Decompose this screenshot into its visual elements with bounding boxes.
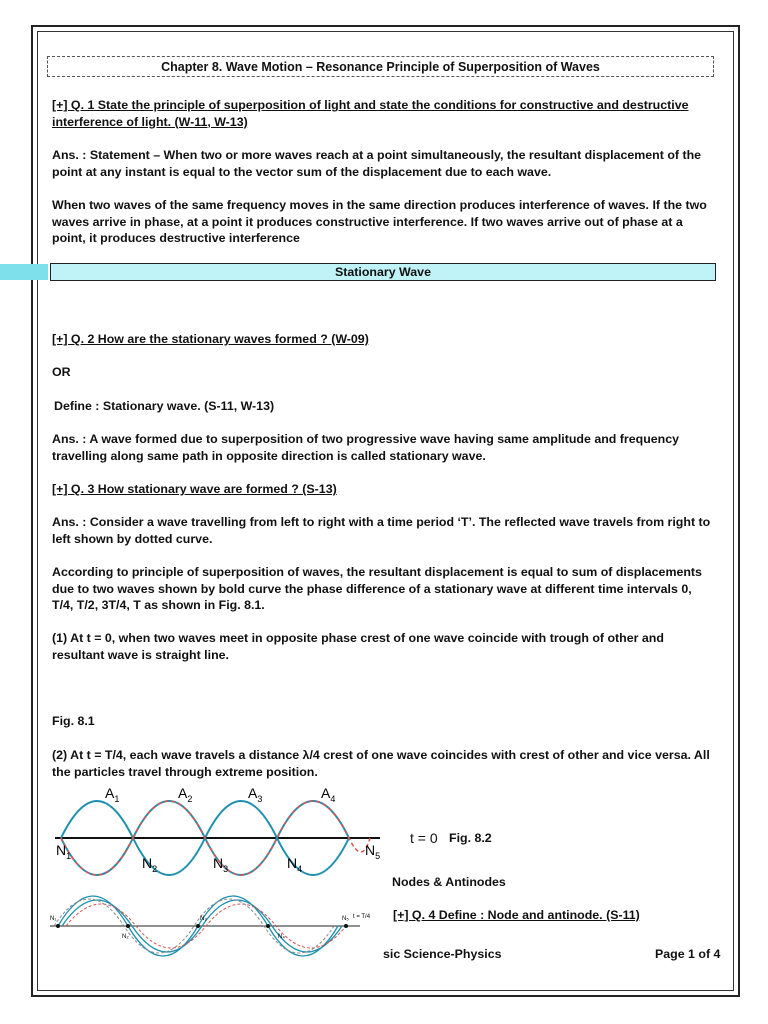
small-time-label: t = T/4 (353, 914, 371, 920)
footer-page-number: Page 1 of 4 (655, 947, 721, 961)
node-dot (196, 924, 200, 928)
antinode-label-a2: $A_2$ (178, 785, 193, 804)
small-node-n4: N₄ (278, 934, 285, 940)
small-node-n1: N₁ (50, 916, 57, 922)
small-node-n2: N₂ (122, 934, 129, 940)
paragraph-principle: According to principle of superposition of waves, the resultant displacement is equal to sum of displacements due to two waves shown by bold curve the phase difference of a stationary wave at different time intervals 0, T/4, T/2, 3T/4, T as shown in Fig. 8.1. (52, 565, 702, 612)
point-2: (2) At t = T/4, each wave travels a distance λ/4 crest of one wave coincides with crest of other and vice versa. All the particles travel through extreme position. (52, 748, 710, 779)
section-heading: Stationary Wave (50, 263, 716, 281)
paragraph-interference: When two waves of the same frequency moves in the same direction produces interference of waves. If the two waves arrive in phase, at a point it produces constructive interference. If two waves arrive out of phase at a point, it produces destructive interference (52, 198, 707, 245)
answer-3: Ans. : Consider a wave travelling from left to right with a time period ‘T’. The reflected wave travels from right to left shown by dotted curve. (52, 515, 711, 546)
dashed-wave-start (61, 838, 133, 875)
footer-subject: sic Science-Physics (383, 947, 502, 961)
margin-highlight (0, 264, 48, 280)
small-node-n3: N₃ (200, 916, 207, 922)
time-label-t0: t = 0 (410, 830, 438, 846)
node-label-n5: $N_5$ (365, 842, 381, 861)
answer-2: Ans. : A wave formed due to superposition of two progressive wave having same amplitude and frequency travelling along same path in opposite direction is called stationary wave. (52, 432, 680, 463)
question-2: [+] Q. 2 How are the stationary waves formed ? (W-09) (52, 332, 369, 346)
or-text: OR (52, 365, 71, 379)
define-stationary: Define : Stationary wave. (S-11, W-13) (54, 399, 275, 413)
node-dot (56, 924, 60, 928)
question-3: [+] Q. 3 How stationary wave are formed ? (S-13) (52, 482, 337, 496)
nodes-antinodes-label: Nodes & Antinodes (392, 875, 506, 889)
fig-8-2-caption: Fig. 8.2 (449, 831, 492, 845)
antinode-label-a1: $A_1$ (105, 785, 120, 804)
question-4: [+] Q. 4 Define : Node and antinode. (S-11) (393, 908, 640, 922)
antinode-label-a4: $A_4$ (321, 785, 336, 804)
question-1: [+] Q. 1 State the principle of superposition of light and state the conditions for constructive and destructive interference of light. (W-11, W-13) (52, 98, 689, 129)
fig-8-1-label: Fig. 8.1 (52, 714, 95, 728)
node-label-n1: $N_1$ (56, 842, 72, 861)
answer-1: Ans. : Statement – When two or more waves reach at a point simultaneously, the resultant displacement of the point at any instant is equal to the vector sum of the displacement due to each wave. (52, 148, 702, 179)
node-dot (126, 924, 130, 928)
wave-figure-t-quarter (48, 882, 371, 944)
node-dot (344, 924, 348, 928)
chapter-title: Chapter 8. Wave Motion – Resonance Principle of Superposition of Waves (47, 56, 714, 77)
node-label-n4: $N_4$ (287, 855, 303, 874)
point-1: (1) At t = 0, when two waves meet in opposite phase crest of one wave coincide with trough of other and resultant wave is straight line. (52, 631, 664, 662)
antinode-label-a3: $A_3$ (248, 785, 263, 804)
node-label-n3: $N_3$ (213, 855, 229, 874)
node-dot (266, 924, 270, 928)
node-label-n2: $N_2$ (142, 855, 158, 874)
small-node-n5: N₅ (342, 916, 349, 922)
wave-figure-t0 (50, 782, 410, 882)
